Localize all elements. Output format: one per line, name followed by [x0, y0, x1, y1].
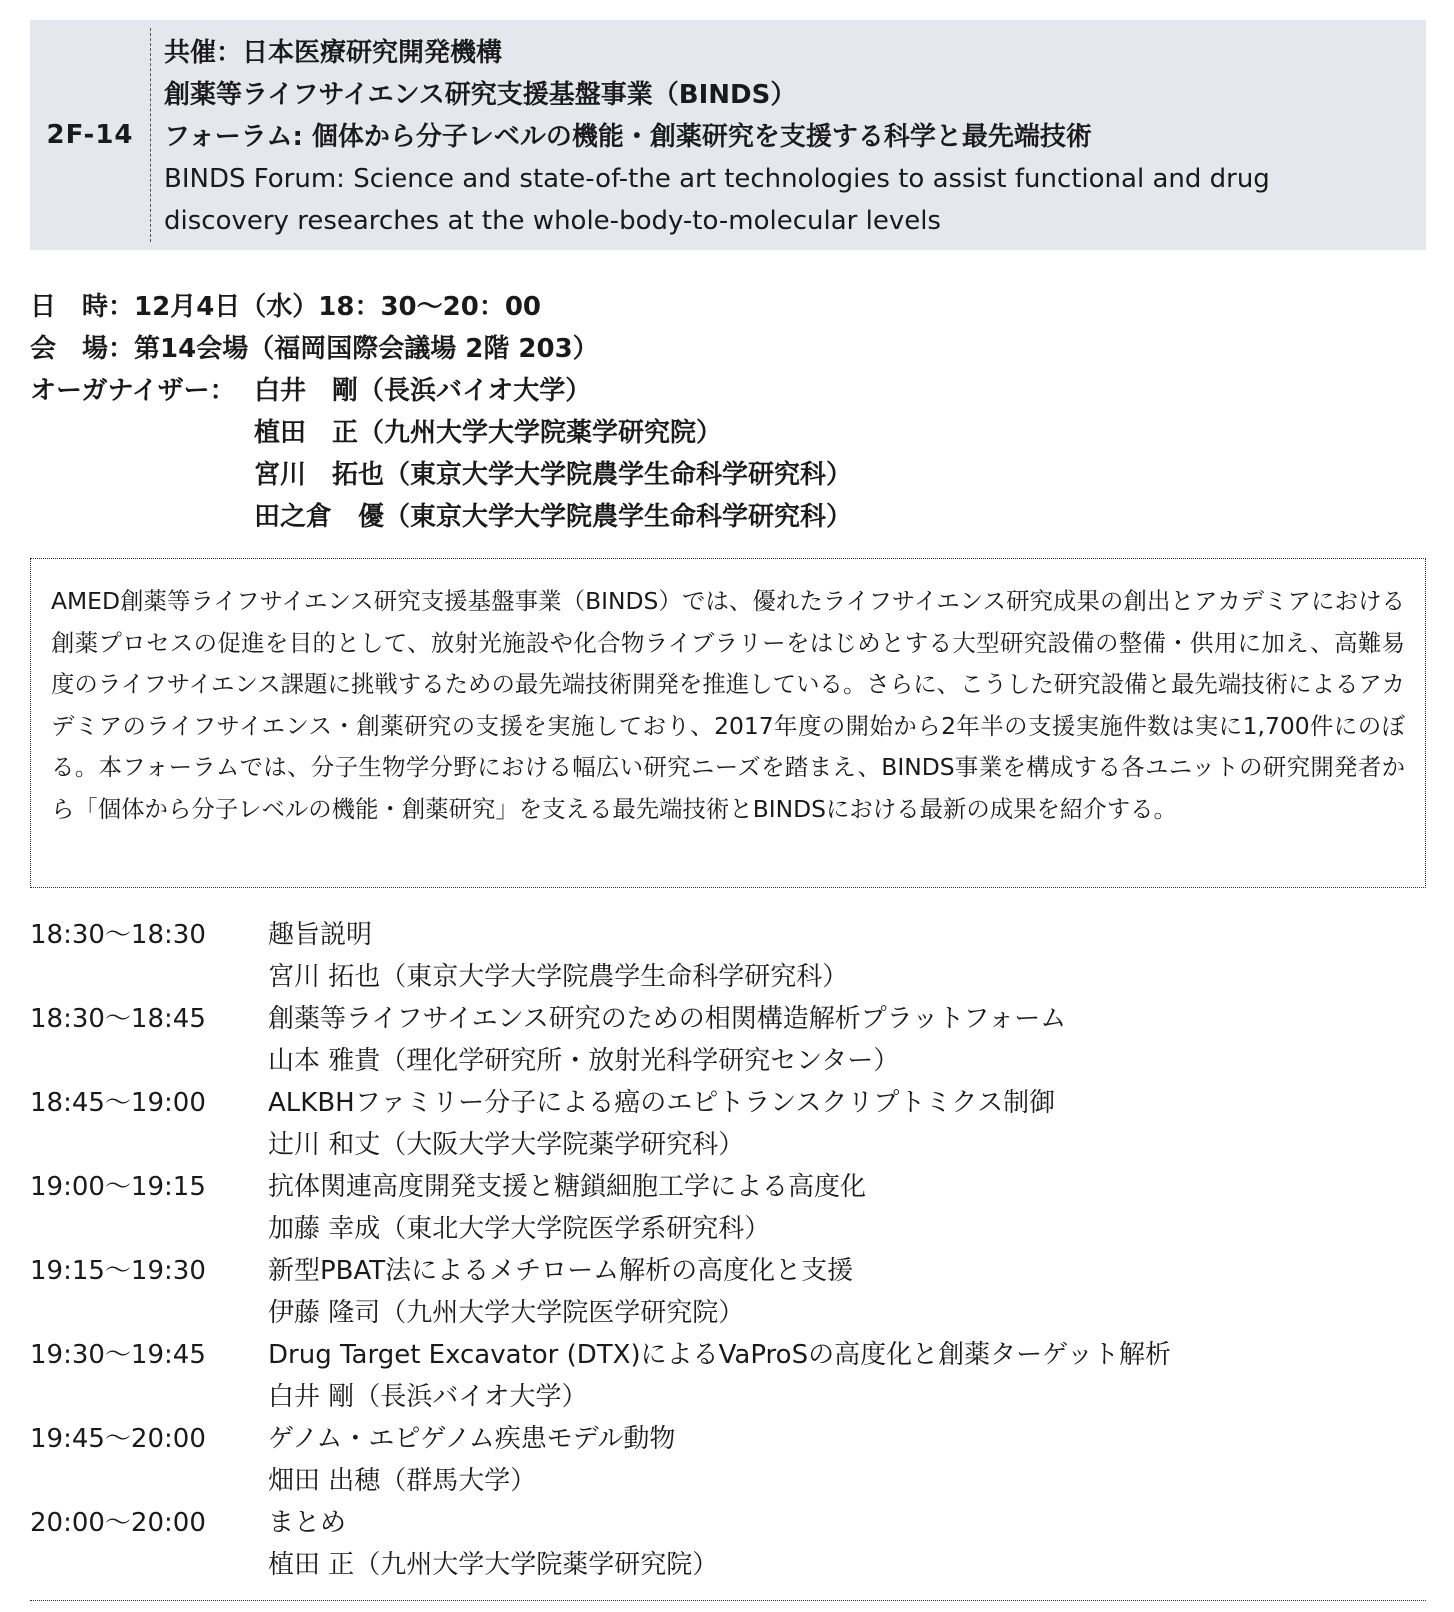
program-item [30, 1250, 1426, 1334]
program-title: ALKBHファミリー分子による癌のエピトランスクリプトミクス制御 [268, 1088, 1056, 1118]
program-item [30, 914, 1426, 998]
session-title-ja: フォーラム: 個体から分子レベルの機能・創薬研究を支援する科学と最先端技術 [164, 122, 1092, 152]
venue-value: 第14会場（福岡国際会議場 2階 203） [134, 334, 599, 364]
program-time: 18:30〜18:45 [30, 1004, 206, 1034]
date-row [30, 286, 1426, 328]
program-speaker: 宮川 拓也（東京大学大学院農学生命科学研究科） [268, 962, 849, 992]
program-title: 創薬等ライフサイエンス研究のための相関構造解析プラットフォーム [268, 1004, 1067, 1034]
date-label: 日 時： [30, 292, 135, 322]
program-title: まとめ [268, 1508, 347, 1538]
cohost-line: 共催：日本医療研究開発機構 [164, 38, 503, 68]
session-page [30, 20, 1426, 1601]
program-item [30, 1166, 1426, 1250]
program-speaker: 山本 雅貴（理化学研究所・放射光科学研究センター） [268, 1046, 900, 1076]
session-header [30, 20, 1426, 250]
program-item [30, 1334, 1426, 1418]
session-header-text [151, 20, 1270, 250]
program-speaker: 加藤 幸成（東北大学大学院医学系研究科） [268, 1214, 771, 1244]
session-title-en-line1: BINDS Forum: Science and state-of-the art technologies to assist functional and drug [164, 164, 1270, 194]
program-speaker: 辻川 和丈（大阪大学大学院薬学研究科） [268, 1130, 745, 1160]
program-speaker: 畑田 出穂（群馬大学） [268, 1466, 537, 1496]
program-list [30, 914, 1426, 1586]
date-value: 12月4日（水）18：30〜20：00 [134, 292, 542, 322]
organizer-name: 田之倉 優（東京大学大学院農学生命科学研究科） [254, 502, 853, 532]
program-time: 19:15〜19:30 [30, 1256, 206, 1286]
session-id: 2F-14 [30, 28, 151, 242]
program-time: 20:00〜20:00 [30, 1508, 206, 1538]
program-item [30, 1082, 1426, 1166]
venue-label: 会 場： [30, 334, 135, 364]
abstract-box: AMED創薬等ライフサイエンス研究支援基盤事業（BINDS）では、優れたライフサイエンス研究成果の創出とアカデミアにおける創薬プロセスの促進を目的として、放射光施設や化合物ライブラリーをはじめとする大型研究設備の整備・供用に加え、高難易度のライフサイエンス課題に挑戦するための最先端技術開発を推進している。さらに、こうした研究設備と最先端技術によるアカデミアのライフサイエンス・創薬研究の支援を実施しており、2017年度の開始から2年半の支援実施件数は実に1,700件にのぼる。本フォーラムでは、分子生物学分野における幅広い研究ニーズを踏まえ、BINDS事業を構成する各ユニットの研究開発者から「個体から分子レベルの機能・創薬研究」を支える最先端技術とBINDSにおける最新の成果を紹介する。 [30, 558, 1426, 888]
program-title: Drug Target Excavator (DTX)によるVaProSの高度化と創薬ターゲット解析 [268, 1340, 1172, 1370]
program-title: 抗体関連高度開発支援と糖鎖細胞工学による高度化 [268, 1172, 867, 1202]
program-speaker: 伊藤 隆司（九州大学大学院医学研究院） [268, 1298, 745, 1328]
program-time: 19:30〜19:45 [30, 1340, 206, 1370]
project-line: 創薬等ライフサイエンス研究支援基盤事業（BINDS） [164, 80, 797, 110]
program-time: 19:45〜20:00 [30, 1424, 206, 1454]
organizer-label: オーガナイザー： [30, 376, 236, 406]
program-title: ゲノム・エピゲノム疾患モデル動物 [268, 1424, 676, 1454]
program-speaker: 白井 剛（長浜バイオ大学） [268, 1382, 588, 1412]
session-title-en-line2: discovery researches at the whole-body-to-molecular levels [164, 206, 941, 236]
program-item [30, 1502, 1426, 1586]
program-item [30, 998, 1426, 1082]
organizer-name: 白井 剛（長浜バイオ大学） [254, 376, 592, 406]
bottom-divider [30, 1600, 1426, 1601]
venue-row [30, 328, 1426, 370]
organizer-row [30, 370, 1426, 412]
program-title: 新型PBAT法によるメチローム解析の高度化と支援 [268, 1256, 854, 1286]
program-time: 18:30〜18:30 [30, 920, 206, 950]
organizer-name: 植田 正（九州大学大学院薬学研究院） [254, 418, 723, 448]
session-meta [30, 286, 1426, 538]
program-speaker: 植田 正（九州大学大学院薬学研究院） [268, 1550, 719, 1580]
program-item [30, 1418, 1426, 1502]
program-time: 19:00〜19:15 [30, 1172, 206, 1202]
organizer-name: 宮川 拓也（東京大学大学院農学生命科学研究科） [254, 460, 853, 490]
program-title: 趣旨説明 [268, 920, 373, 950]
program-time: 18:45〜19:00 [30, 1088, 206, 1118]
